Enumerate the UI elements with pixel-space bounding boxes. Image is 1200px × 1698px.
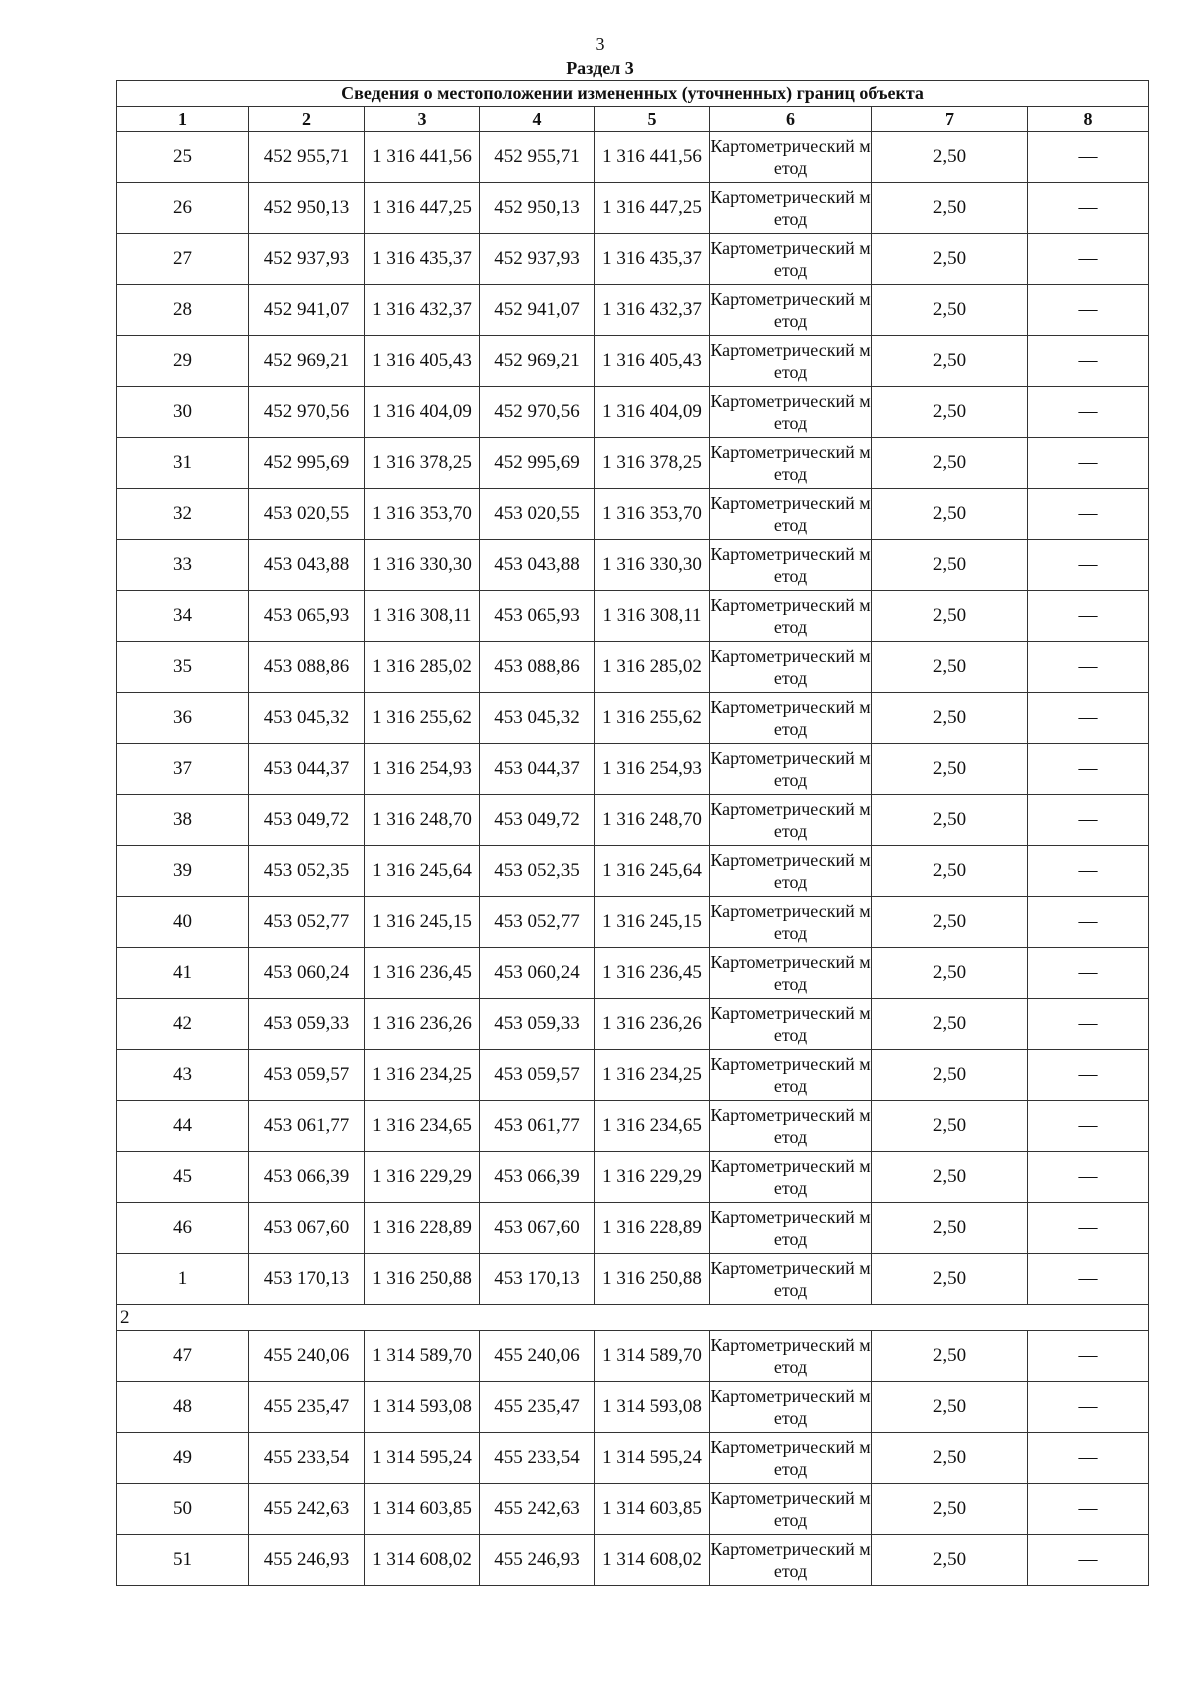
- x-coordinate-new-cell: 455 233,54: [480, 1433, 595, 1484]
- method-cell: Картометрический метод: [710, 744, 872, 795]
- table-row: [117, 1050, 1149, 1101]
- note-cell: —: [1028, 387, 1149, 438]
- accuracy-cell: 2,50: [872, 1382, 1028, 1433]
- x-coordinate-cell: 453 043,88: [249, 540, 365, 591]
- point-number-cell: 47: [117, 1331, 249, 1382]
- note-cell: —: [1028, 591, 1149, 642]
- method-cell: Картометрический метод: [710, 183, 872, 234]
- method-cell: Картометрический метод: [710, 1382, 872, 1433]
- table-row: [117, 1484, 1149, 1535]
- method-cell: Картометрический метод: [710, 1433, 872, 1484]
- x-coordinate-cell: 452 941,07: [249, 285, 365, 336]
- x-coordinate-cell: 455 235,47: [249, 1382, 365, 1433]
- method-cell: Картометрический метод: [710, 948, 872, 999]
- column-number-row: [117, 107, 1149, 132]
- column-number: 2: [249, 107, 365, 132]
- point-number-cell: 34: [117, 591, 249, 642]
- x-coordinate-new-cell: 453 059,33: [480, 999, 595, 1050]
- x-coordinate-new-cell: 453 066,39: [480, 1152, 595, 1203]
- y-coordinate-cell: 1 316 378,25: [365, 438, 480, 489]
- accuracy-cell: 2,50: [872, 1203, 1028, 1254]
- note-cell: —: [1028, 285, 1149, 336]
- table-row: [117, 1433, 1149, 1484]
- point-number-cell: 28: [117, 285, 249, 336]
- y-coordinate-cell: 1 314 608,02: [365, 1535, 480, 1586]
- y-coordinate-new-cell: 1 316 245,64: [595, 846, 710, 897]
- accuracy-cell: 2,50: [872, 642, 1028, 693]
- x-coordinate-new-cell: 455 240,06: [480, 1331, 595, 1382]
- point-number-cell: 27: [117, 234, 249, 285]
- y-coordinate-cell: 1 316 405,43: [365, 336, 480, 387]
- accuracy-cell: 2,50: [872, 132, 1028, 183]
- note-cell: —: [1028, 744, 1149, 795]
- point-number-cell: 1: [117, 1254, 249, 1305]
- y-coordinate-cell: 1 316 255,62: [365, 693, 480, 744]
- page-number: 3: [595, 34, 605, 54]
- point-number-cell: 25: [117, 132, 249, 183]
- x-coordinate-cell: 453 065,93: [249, 591, 365, 642]
- table-row: [117, 1382, 1149, 1433]
- x-coordinate-cell: 453 052,35: [249, 846, 365, 897]
- y-coordinate-new-cell: 1 316 353,70: [595, 489, 710, 540]
- x-coordinate-cell: 453 020,55: [249, 489, 365, 540]
- y-coordinate-new-cell: 1 314 603,85: [595, 1484, 710, 1535]
- x-coordinate-cell: 453 061,77: [249, 1101, 365, 1152]
- x-coordinate-new-cell: 453 045,32: [480, 693, 595, 744]
- method-cell: Картометрический метод: [710, 336, 872, 387]
- accuracy-cell: 2,50: [872, 795, 1028, 846]
- x-coordinate-new-cell: 453 059,57: [480, 1050, 595, 1101]
- method-cell: Картометрический метод: [710, 999, 872, 1050]
- accuracy-cell: 2,50: [872, 591, 1028, 642]
- x-coordinate-cell: 452 995,69: [249, 438, 365, 489]
- x-coordinate-new-cell: 452 995,69: [480, 438, 595, 489]
- x-coordinate-new-cell: 452 970,56: [480, 387, 595, 438]
- x-coordinate-new-cell: 453 060,24: [480, 948, 595, 999]
- table-row: [117, 285, 1149, 336]
- y-coordinate-new-cell: 1 316 236,26: [595, 999, 710, 1050]
- y-coordinate-new-cell: 1 316 330,30: [595, 540, 710, 591]
- x-coordinate-new-cell: 453 088,86: [480, 642, 595, 693]
- point-number-cell: 45: [117, 1152, 249, 1203]
- column-number: 3: [365, 107, 480, 132]
- x-coordinate-new-cell: 453 052,77: [480, 897, 595, 948]
- table-row: [117, 234, 1149, 285]
- x-coordinate-cell: 453 067,60: [249, 1203, 365, 1254]
- point-number-cell: 51: [117, 1535, 249, 1586]
- x-coordinate-new-cell: 455 246,93: [480, 1535, 595, 1586]
- point-number-cell: 48: [117, 1382, 249, 1433]
- point-number-cell: 30: [117, 387, 249, 438]
- method-cell: Картометрический метод: [710, 1535, 872, 1586]
- y-coordinate-new-cell: 1 316 447,25: [595, 183, 710, 234]
- x-coordinate-new-cell: 453 043,88: [480, 540, 595, 591]
- x-coordinate-new-cell: 453 065,93: [480, 591, 595, 642]
- accuracy-cell: 2,50: [872, 234, 1028, 285]
- note-cell: —: [1028, 795, 1149, 846]
- note-cell: —: [1028, 693, 1149, 744]
- note-cell: —: [1028, 540, 1149, 591]
- accuracy-cell: 2,50: [872, 1535, 1028, 1586]
- note-cell: —: [1028, 234, 1149, 285]
- point-number-cell: 38: [117, 795, 249, 846]
- accuracy-cell: 2,50: [872, 1101, 1028, 1152]
- table-row: [117, 183, 1149, 234]
- method-cell: Картометрический метод: [710, 1152, 872, 1203]
- y-coordinate-cell: 1 316 245,15: [365, 897, 480, 948]
- accuracy-cell: 2,50: [872, 846, 1028, 897]
- accuracy-cell: 2,50: [872, 1050, 1028, 1101]
- x-coordinate-new-cell: 455 242,63: [480, 1484, 595, 1535]
- method-cell: Картометрический метод: [710, 489, 872, 540]
- x-coordinate-new-cell: 452 937,93: [480, 234, 595, 285]
- note-cell: —: [1028, 1050, 1149, 1101]
- accuracy-cell: 2,50: [872, 948, 1028, 999]
- x-coordinate-cell: 452 970,56: [249, 387, 365, 438]
- table-row: [117, 132, 1149, 183]
- column-number: 1: [117, 107, 249, 132]
- table-row: [117, 1331, 1149, 1382]
- accuracy-cell: 2,50: [872, 438, 1028, 489]
- table-row: [117, 1254, 1149, 1305]
- table-row: [117, 336, 1149, 387]
- accuracy-cell: 2,50: [872, 540, 1028, 591]
- y-coordinate-cell: 1 316 248,70: [365, 795, 480, 846]
- table-caption: Сведения о местоположении измененных (уточненных) границ объекта: [117, 81, 1149, 107]
- table-row: [117, 693, 1149, 744]
- x-coordinate-cell: 453 059,57: [249, 1050, 365, 1101]
- note-cell: —: [1028, 336, 1149, 387]
- point-number-cell: 41: [117, 948, 249, 999]
- y-coordinate-cell: 1 314 593,08: [365, 1382, 480, 1433]
- y-coordinate-new-cell: 1 314 608,02: [595, 1535, 710, 1586]
- table-row: [117, 999, 1149, 1050]
- note-cell: —: [1028, 489, 1149, 540]
- note-cell: —: [1028, 1152, 1149, 1203]
- x-coordinate-new-cell: 452 969,21: [480, 336, 595, 387]
- x-coordinate-new-cell: 453 044,37: [480, 744, 595, 795]
- y-coordinate-new-cell: 1 316 245,15: [595, 897, 710, 948]
- table-row: [117, 1101, 1149, 1152]
- y-coordinate-new-cell: 1 316 236,45: [595, 948, 710, 999]
- table-body: [117, 132, 1149, 1586]
- point-number-cell: 37: [117, 744, 249, 795]
- y-coordinate-cell: 1 316 229,29: [365, 1152, 480, 1203]
- y-coordinate-cell: 1 316 234,65: [365, 1101, 480, 1152]
- y-coordinate-cell: 1 316 330,30: [365, 540, 480, 591]
- note-cell: —: [1028, 897, 1149, 948]
- y-coordinate-new-cell: 1 316 308,11: [595, 591, 710, 642]
- method-cell: Картометрический метод: [710, 285, 872, 336]
- x-coordinate-new-cell: 453 020,55: [480, 489, 595, 540]
- y-coordinate-new-cell: 1 316 234,25: [595, 1050, 710, 1101]
- note-cell: —: [1028, 999, 1149, 1050]
- accuracy-cell: 2,50: [872, 1433, 1028, 1484]
- coordinates-table: [116, 80, 1149, 1586]
- x-coordinate-cell: 453 060,24: [249, 948, 365, 999]
- accuracy-cell: 2,50: [872, 183, 1028, 234]
- point-number-cell: 49: [117, 1433, 249, 1484]
- point-number-cell: 44: [117, 1101, 249, 1152]
- table-row: [117, 387, 1149, 438]
- note-cell: —: [1028, 1101, 1149, 1152]
- table-row: [117, 897, 1149, 948]
- point-number-cell: 33: [117, 540, 249, 591]
- point-number-cell: 39: [117, 846, 249, 897]
- y-coordinate-new-cell: 1 316 255,62: [595, 693, 710, 744]
- y-coordinate-new-cell: 1 316 248,70: [595, 795, 710, 846]
- accuracy-cell: 2,50: [872, 1484, 1028, 1535]
- x-coordinate-new-cell: 453 170,13: [480, 1254, 595, 1305]
- y-coordinate-new-cell: 1 316 435,37: [595, 234, 710, 285]
- accuracy-cell: 2,50: [872, 489, 1028, 540]
- table-row: [117, 744, 1149, 795]
- note-cell: —: [1028, 1433, 1149, 1484]
- x-coordinate-cell: 453 066,39: [249, 1152, 365, 1203]
- y-coordinate-cell: 1 314 595,24: [365, 1433, 480, 1484]
- method-cell: Картометрический метод: [710, 591, 872, 642]
- x-coordinate-cell: 453 088,86: [249, 642, 365, 693]
- y-coordinate-new-cell: 1 316 432,37: [595, 285, 710, 336]
- y-coordinate-new-cell: 1 316 229,29: [595, 1152, 710, 1203]
- section-title: Раздел 3: [566, 58, 634, 78]
- note-cell: —: [1028, 1331, 1149, 1382]
- y-coordinate-new-cell: 1 316 404,09: [595, 387, 710, 438]
- point-number-cell: 46: [117, 1203, 249, 1254]
- method-cell: Картометрический метод: [710, 1050, 872, 1101]
- point-number-cell: 50: [117, 1484, 249, 1535]
- method-cell: Картометрический метод: [710, 1331, 872, 1382]
- table-row: [117, 1535, 1149, 1586]
- method-cell: Картометрический метод: [710, 234, 872, 285]
- y-coordinate-new-cell: 1 316 378,25: [595, 438, 710, 489]
- column-number: 8: [1028, 107, 1149, 132]
- y-coordinate-cell: 1 316 308,11: [365, 591, 480, 642]
- y-coordinate-cell: 1 314 603,85: [365, 1484, 480, 1535]
- method-cell: Картометрический метод: [710, 795, 872, 846]
- y-coordinate-new-cell: 1 316 254,93: [595, 744, 710, 795]
- method-cell: Картометрический метод: [710, 1101, 872, 1152]
- x-coordinate-cell: 455 240,06: [249, 1331, 365, 1382]
- y-coordinate-cell: 1 316 236,45: [365, 948, 480, 999]
- accuracy-cell: 2,50: [872, 336, 1028, 387]
- x-coordinate-cell: 453 059,33: [249, 999, 365, 1050]
- note-cell: —: [1028, 948, 1149, 999]
- y-coordinate-new-cell: 1 316 228,89: [595, 1203, 710, 1254]
- y-coordinate-new-cell: 1 316 405,43: [595, 336, 710, 387]
- note-cell: —: [1028, 183, 1149, 234]
- y-coordinate-new-cell: 1 316 285,02: [595, 642, 710, 693]
- point-number-cell: 42: [117, 999, 249, 1050]
- point-number-cell: 36: [117, 693, 249, 744]
- x-coordinate-cell: 455 246,93: [249, 1535, 365, 1586]
- x-coordinate-cell: 453 170,13: [249, 1254, 365, 1305]
- point-number-cell: 29: [117, 336, 249, 387]
- group-label: 2: [117, 1305, 1149, 1331]
- accuracy-cell: 2,50: [872, 693, 1028, 744]
- accuracy-cell: 2,50: [872, 897, 1028, 948]
- x-coordinate-cell: 452 950,13: [249, 183, 365, 234]
- table-caption-row: [117, 81, 1149, 107]
- table-row: [117, 846, 1149, 897]
- x-coordinate-cell: 455 242,63: [249, 1484, 365, 1535]
- y-coordinate-cell: 1 316 236,26: [365, 999, 480, 1050]
- y-coordinate-cell: 1 316 447,25: [365, 183, 480, 234]
- table-row: [117, 1203, 1149, 1254]
- x-coordinate-cell: 453 049,72: [249, 795, 365, 846]
- point-number-cell: 32: [117, 489, 249, 540]
- y-coordinate-cell: 1 316 435,37: [365, 234, 480, 285]
- method-cell: Картометрический метод: [710, 1203, 872, 1254]
- note-cell: —: [1028, 438, 1149, 489]
- method-cell: Картометрический метод: [710, 693, 872, 744]
- y-coordinate-new-cell: 1 314 589,70: [595, 1331, 710, 1382]
- table-row: [117, 489, 1149, 540]
- accuracy-cell: 2,50: [872, 285, 1028, 336]
- y-coordinate-cell: 1 316 404,09: [365, 387, 480, 438]
- accuracy-cell: 2,50: [872, 1152, 1028, 1203]
- table-row: [117, 948, 1149, 999]
- note-cell: —: [1028, 1254, 1149, 1305]
- method-cell: Картометрический метод: [710, 1484, 872, 1535]
- y-coordinate-cell: 1 316 250,88: [365, 1254, 480, 1305]
- column-number: 4: [480, 107, 595, 132]
- x-coordinate-cell: 452 969,21: [249, 336, 365, 387]
- accuracy-cell: 2,50: [872, 999, 1028, 1050]
- note-cell: —: [1028, 1535, 1149, 1586]
- method-cell: Картометрический метод: [710, 438, 872, 489]
- x-coordinate-cell: 453 045,32: [249, 693, 365, 744]
- x-coordinate-cell: 453 044,37: [249, 744, 365, 795]
- accuracy-cell: 2,50: [872, 387, 1028, 438]
- y-coordinate-new-cell: 1 314 595,24: [595, 1433, 710, 1484]
- y-coordinate-cell: 1 316 353,70: [365, 489, 480, 540]
- column-number: 5: [595, 107, 710, 132]
- column-number: 7: [872, 107, 1028, 132]
- y-coordinate-cell: 1 314 589,70: [365, 1331, 480, 1382]
- accuracy-cell: 2,50: [872, 744, 1028, 795]
- method-cell: Картометрический метод: [710, 642, 872, 693]
- point-number-cell: 31: [117, 438, 249, 489]
- method-cell: Картометрический метод: [710, 540, 872, 591]
- y-coordinate-new-cell: 1 316 441,56: [595, 132, 710, 183]
- table-row: [117, 540, 1149, 591]
- y-coordinate-cell: 1 316 441,56: [365, 132, 480, 183]
- note-cell: —: [1028, 1203, 1149, 1254]
- method-cell: Картометрический метод: [710, 132, 872, 183]
- x-coordinate-cell: 455 233,54: [249, 1433, 365, 1484]
- y-coordinate-new-cell: 1 316 250,88: [595, 1254, 710, 1305]
- method-cell: Картометрический метод: [710, 387, 872, 438]
- accuracy-cell: 2,50: [872, 1331, 1028, 1382]
- table-row: [117, 795, 1149, 846]
- table-row: [117, 591, 1149, 642]
- x-coordinate-new-cell: 453 049,72: [480, 795, 595, 846]
- note-cell: —: [1028, 1382, 1149, 1433]
- note-cell: —: [1028, 132, 1149, 183]
- x-coordinate-new-cell: 452 950,13: [480, 183, 595, 234]
- table-row: [117, 438, 1149, 489]
- y-coordinate-cell: 1 316 254,93: [365, 744, 480, 795]
- y-coordinate-cell: 1 316 228,89: [365, 1203, 480, 1254]
- x-coordinate-new-cell: 453 067,60: [480, 1203, 595, 1254]
- y-coordinate-new-cell: 1 316 234,65: [595, 1101, 710, 1152]
- y-coordinate-cell: 1 316 285,02: [365, 642, 480, 693]
- x-coordinate-cell: 452 955,71: [249, 132, 365, 183]
- point-number-cell: 40: [117, 897, 249, 948]
- y-coordinate-cell: 1 316 432,37: [365, 285, 480, 336]
- y-coordinate-cell: 1 316 245,64: [365, 846, 480, 897]
- method-cell: Картометрический метод: [710, 1254, 872, 1305]
- group-row: [117, 1305, 1149, 1331]
- x-coordinate-cell: 453 052,77: [249, 897, 365, 948]
- x-coordinate-new-cell: 453 052,35: [480, 846, 595, 897]
- point-number-cell: 35: [117, 642, 249, 693]
- point-number-cell: 26: [117, 183, 249, 234]
- x-coordinate-new-cell: 452 955,71: [480, 132, 595, 183]
- method-cell: Картометрический метод: [710, 846, 872, 897]
- x-coordinate-new-cell: 453 061,77: [480, 1101, 595, 1152]
- method-cell: Картометрический метод: [710, 897, 872, 948]
- x-coordinate-cell: 452 937,93: [249, 234, 365, 285]
- table-row: [117, 1152, 1149, 1203]
- point-number-cell: 43: [117, 1050, 249, 1101]
- note-cell: —: [1028, 1484, 1149, 1535]
- accuracy-cell: 2,50: [872, 1254, 1028, 1305]
- x-coordinate-new-cell: 452 941,07: [480, 285, 595, 336]
- table-row: [117, 642, 1149, 693]
- note-cell: —: [1028, 846, 1149, 897]
- column-number: 6: [710, 107, 872, 132]
- y-coordinate-new-cell: 1 314 593,08: [595, 1382, 710, 1433]
- x-coordinate-new-cell: 455 235,47: [480, 1382, 595, 1433]
- y-coordinate-cell: 1 316 234,25: [365, 1050, 480, 1101]
- note-cell: —: [1028, 642, 1149, 693]
